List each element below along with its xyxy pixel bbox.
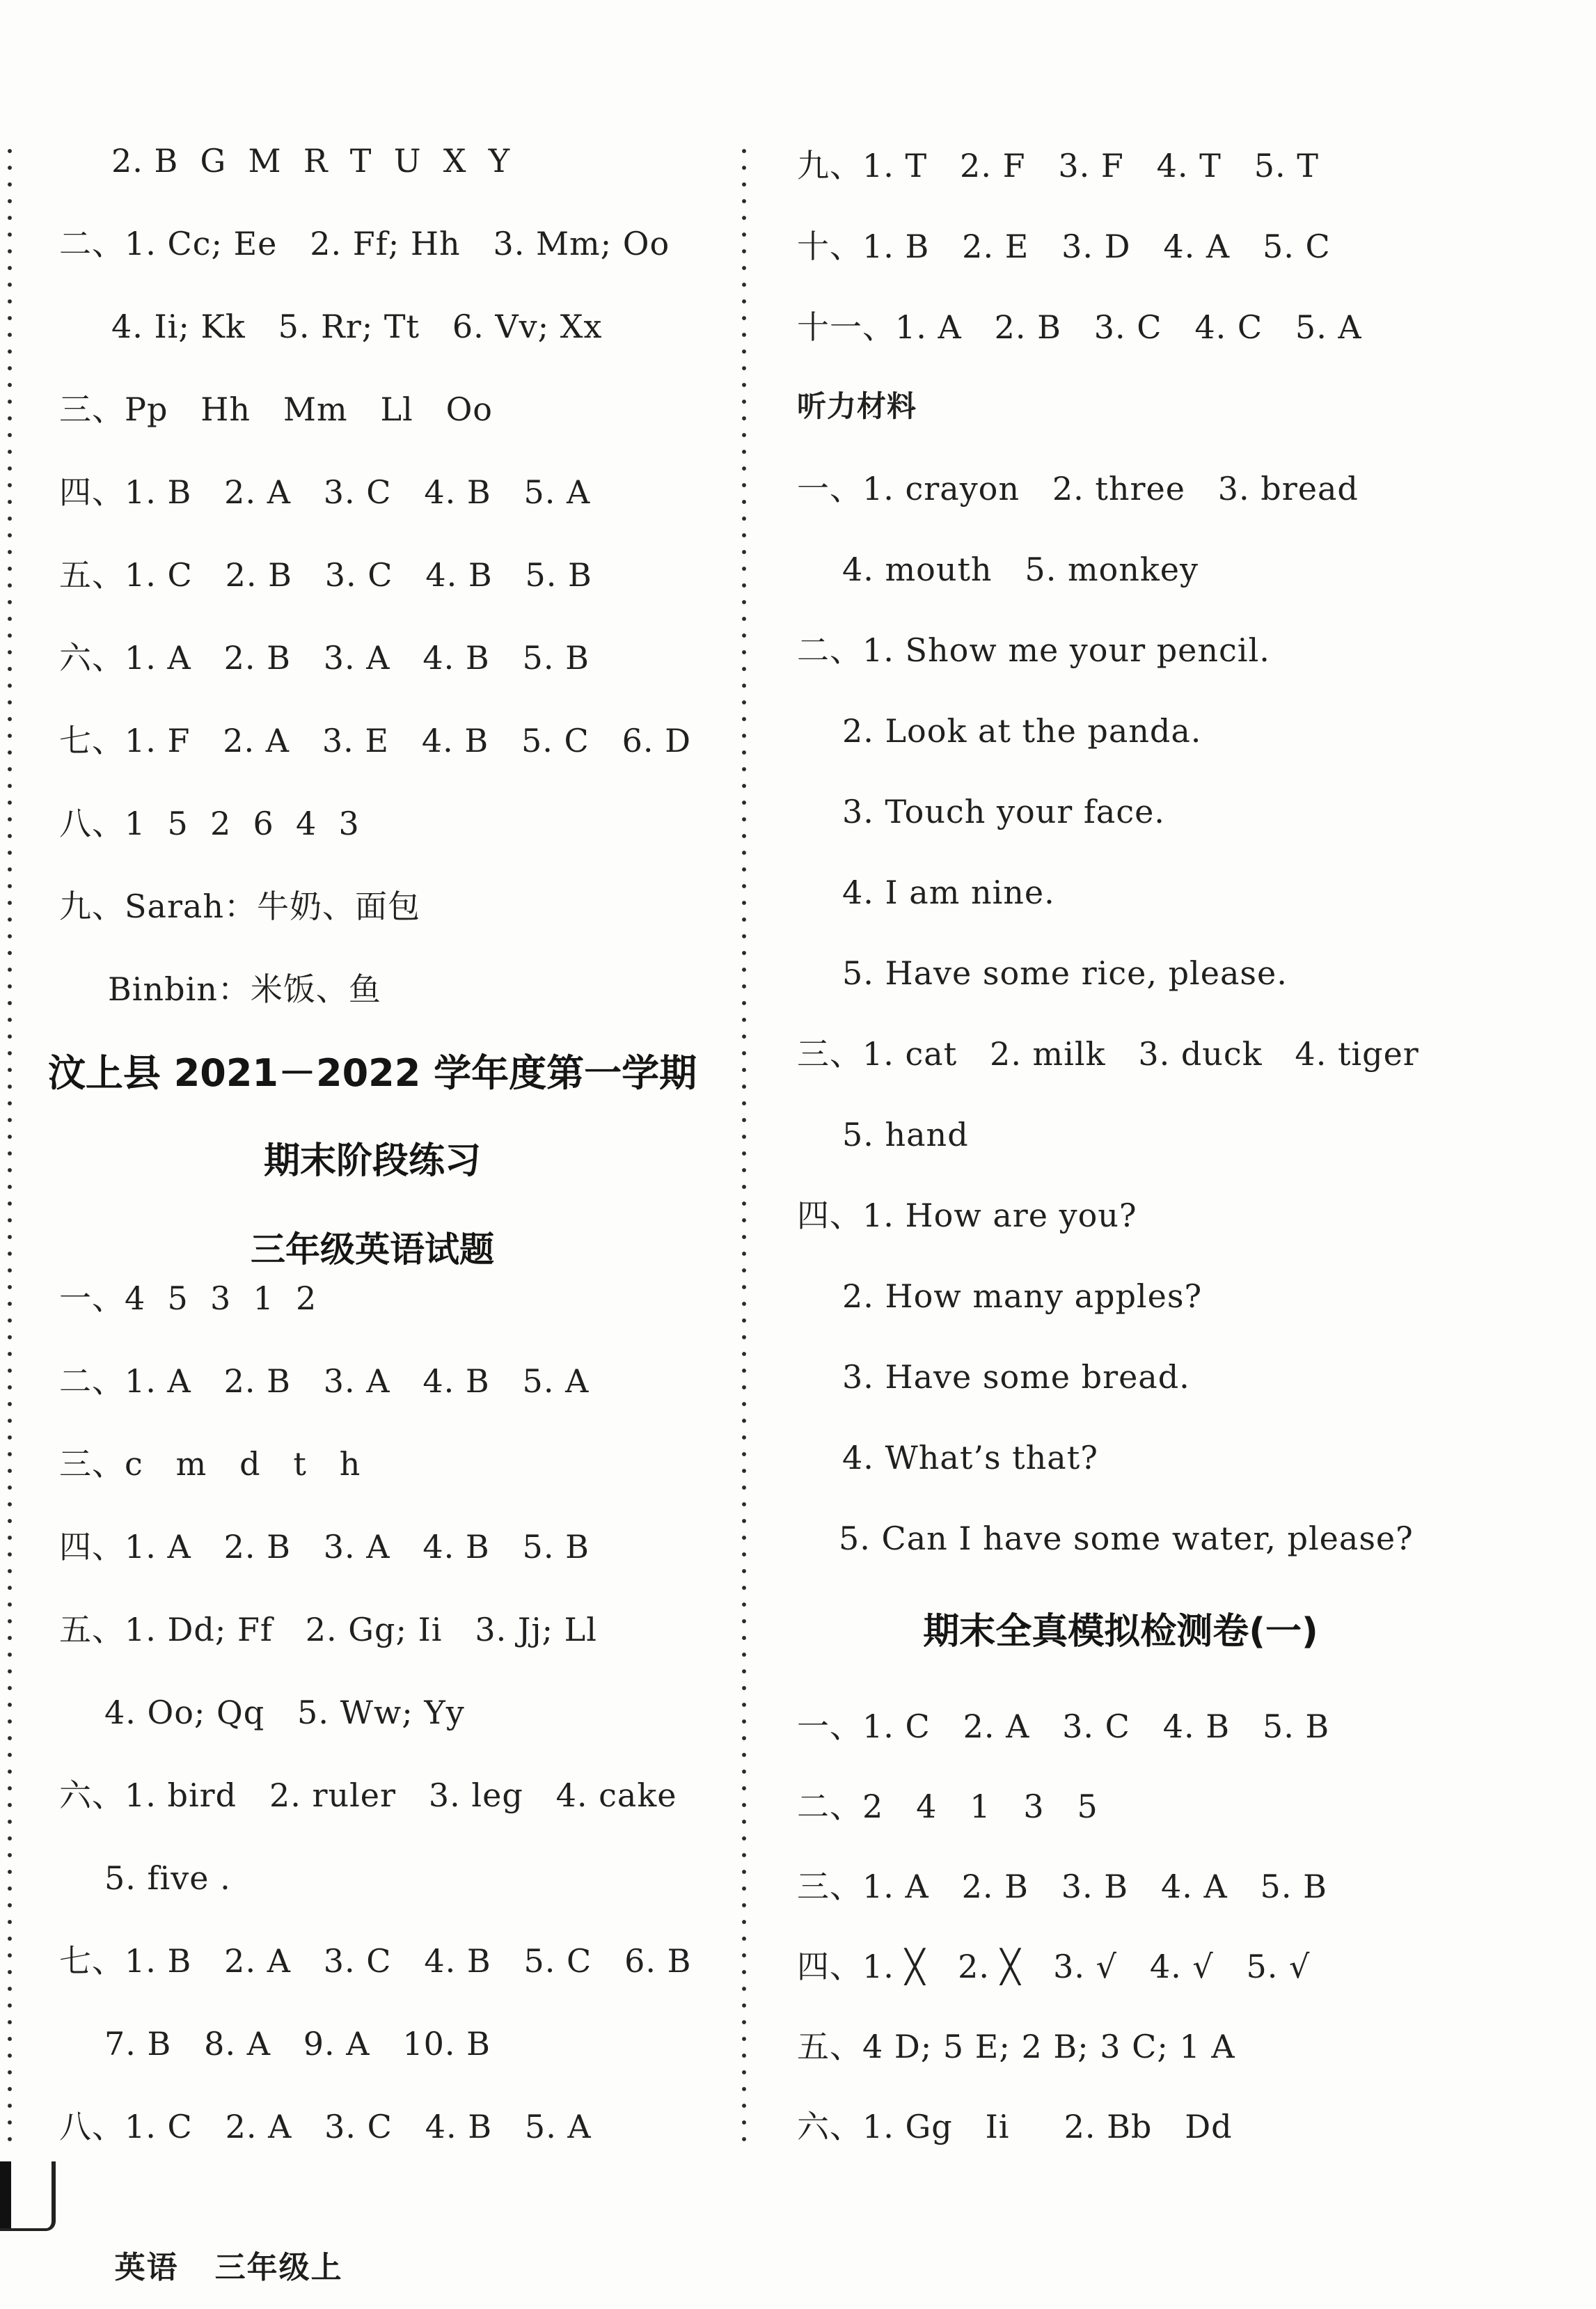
answer-line: 七、1. F 2. A 3. E 4. B 5. C 6. D	[59, 722, 691, 759]
answer-line: 六、1. Gg Ii 2. Bb Dd	[797, 2108, 1233, 2145]
answer-line: 5. Can I have some water, please?	[839, 1520, 1414, 1557]
answer-line: 九、Sarah：牛奶、面包	[59, 888, 420, 925]
answer-line: 十、1. B 2. E 3. D 4. A 5. C	[797, 228, 1331, 265]
answer-line: 7. B 8. A 9. A 10. B	[104, 2025, 491, 2063]
answer-line: 3. Touch your face.	[842, 793, 1165, 830]
answer-line: 2. How many apples?	[842, 1277, 1203, 1315]
answer-line: 4. mouth 5. monkey	[842, 551, 1199, 588]
answer-line: 三、1. A 2. B 3. B 4. A 5. B	[797, 1868, 1327, 1905]
page-number-tab	[0, 2161, 56, 2231]
answer-line: 二、1. A 2. B 3. A 4. B 5. A	[59, 1362, 590, 1400]
answer-line: 八、1 5 2 6 4 3	[59, 805, 360, 842]
answer-line: 二、1. Show me your pencil.	[797, 631, 1270, 669]
footer-subject: 英语	[114, 2250, 179, 2285]
page-tab-bar	[0, 2161, 11, 2228]
answer-line: 一、1. crayon 2. three 3. bread	[797, 470, 1359, 507]
answer-line: 五、1. Dd; Ff 2. Gg; Ii 3. Jj; Ll	[59, 1611, 597, 1648]
exam-title: 汶上县 2021－2022 学年度第一学期	[47, 1051, 697, 1095]
footer-label	[90, 2207, 343, 2287]
answer-line: 3. Have some bread.	[842, 1358, 1190, 1396]
answer-line: 4. Oo; Qq 5. Ww; Yy	[104, 1694, 465, 1731]
answer-line: 九、1. T 2. F 3. F 4. T 5. T	[797, 147, 1319, 184]
answer-line: 5. Have some rice, please.	[842, 954, 1288, 992]
answer-line: 十一、1. A 2. B 3. C 4. C 5. A	[797, 308, 1362, 346]
answer-line: 三、c m d t h	[59, 1445, 361, 1483]
answer-line: 2. Look at the panda.	[842, 712, 1202, 750]
answer-line: 三、Pp Hh Mm Ll Oo	[59, 391, 493, 428]
answer-line: 一、1. C 2. A 3. C 4. B 5. B	[797, 1708, 1330, 1745]
answer-line: 四、1. ╳ 2. ╳ 3. √ 4. √ 5. √	[797, 1948, 1311, 1985]
answer-line: 二、2 4 1 3 5	[797, 1788, 1098, 1825]
answer-line: 三、1. cat 2. milk 3. duck 4. tiger	[797, 1035, 1419, 1073]
answer-line: 四、1. B 2. A 3. C 4. B 5. A	[59, 473, 591, 511]
answer-line: 六、1. bird 2. ruler 3. leg 4. cake	[59, 1776, 677, 1814]
answer-line: 一、4 5 3 1 2	[59, 1279, 317, 1317]
mock-exam-title: 期末全真模拟检测卷(一)	[923, 1611, 1318, 1653]
answer-line: 六、1. A 2. B 3. A 4. B 5. B	[59, 639, 590, 677]
exam-subject: 三年级英语试题	[251, 1229, 494, 1270]
listening-material-heading: 听力材料	[797, 389, 917, 423]
answer-line: 四、1. A 2. B 3. A 4. B 5. B	[59, 1528, 590, 1566]
footer-grade: 三年级上	[214, 2250, 343, 2285]
answer-line: 5. hand	[842, 1116, 969, 1153]
answer-line: 五、4 D; 5 E; 2 B; 3 C; 1 A	[797, 2028, 1235, 2065]
answer-line: 五、1. C 2. B 3. C 4. B 5. B	[59, 556, 592, 594]
answer-line: Binbin：米饭、鱼	[108, 970, 381, 1008]
exam-subtitle: 期末阶段练习	[263, 1140, 481, 1182]
answer-line: 4. What’s that?	[842, 1439, 1098, 1476]
answer-line: 4. Ii; Kk 5. Rr; Tt 6. Vv; Xx	[111, 308, 603, 345]
answer-line: 2. B G M R T U X Y	[111, 142, 511, 180]
answer-line: 七、1. B 2. A 3. C 4. B 5. C 6. B	[59, 1942, 692, 1980]
answer-line: 八、1. C 2. A 3. C 4. B 5. A	[59, 2108, 592, 2145]
answer-line: 4. I am nine.	[842, 874, 1055, 911]
answer-line: 5. five .	[104, 1859, 231, 1897]
answer-line: 二、1. Cc; Ee 2. Ff; Hh 3. Mm; Oo	[59, 225, 670, 262]
answer-line: 四、1. How are you?	[797, 1197, 1137, 1234]
